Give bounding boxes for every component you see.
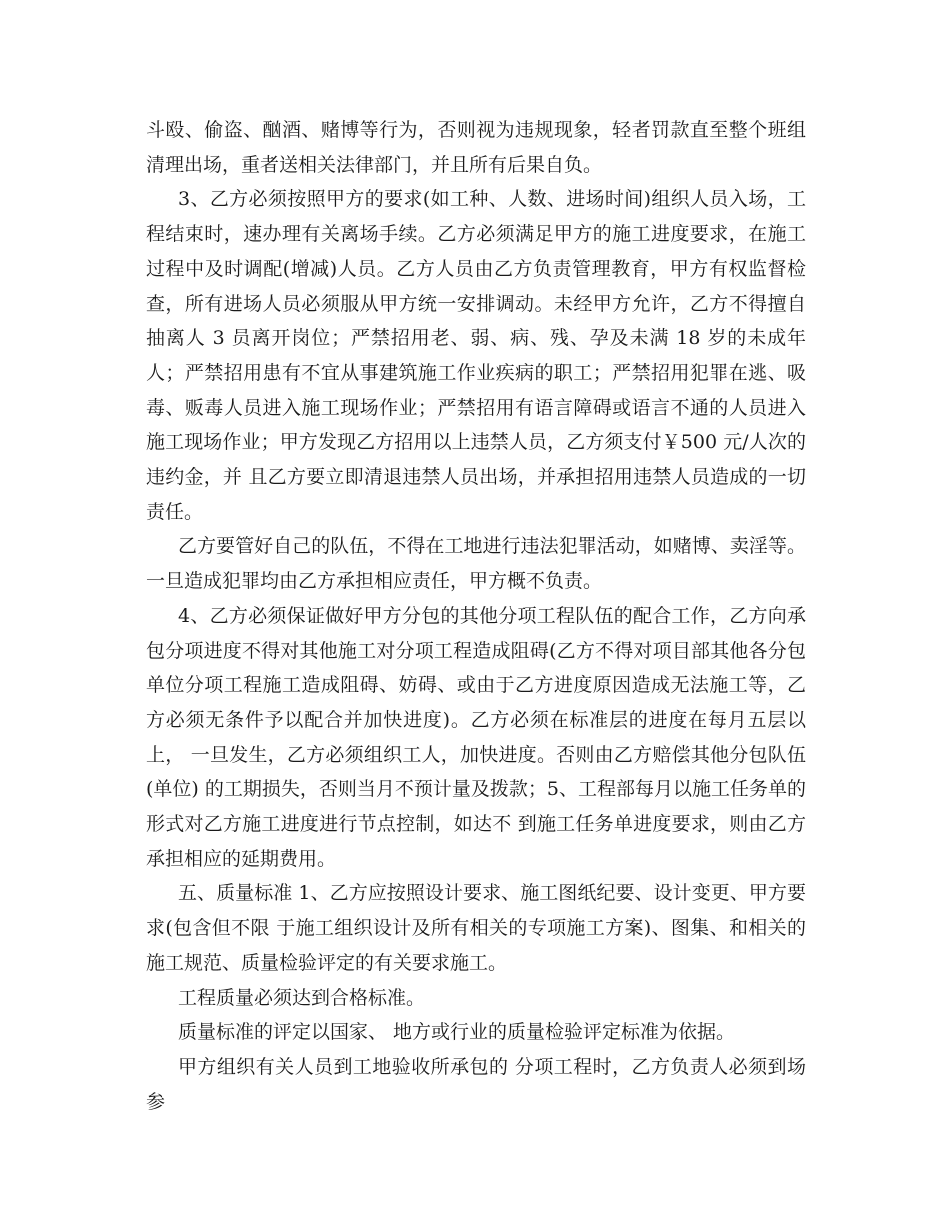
paragraph-clause-4: 4、乙方必须保证做好甲方分包的其他分项工程队伍的配合工作，乙方向承包分项进度不得对其他施工对分项工程造成阻碍(乙方不得对项目部其他各分包 单位分项工程施工造成阻碍、妨碍、或由于乙方进度原因造成无法施工等，乙方必须无条件予以配合并加快进度)。乙方必须在标准层的进度在每月五层以上， 一旦发生，乙方必须组织工人，加快进度。否则由乙方赔偿其他分包队伍(单位) 的工期损失，否则当月不预计量及拨款；5、工程部每月以施工任务单的形式对乙方施工进度进行节点控制，如达不 到施工任务单进度要求，则由乙方承担相应的延期费用。 — [146, 604, 806, 870]
paragraph-continuation: 斗殴、偷盗、酗酒、赌博等行为，否则视为违规现象，轻者罚款直至整个班组清理出场，重者送相关法律部门，并且所有后果自负。 — [146, 119, 806, 176]
paragraph-acceptance: 甲方组织有关人员到工地验收所承包的 分项工程时，乙方负责人必须到场参 — [146, 1055, 806, 1113]
paragraph-evaluation-basis: 质量标准的评定以国家、 地方或行业的质量检验评定标准为依据。 — [178, 1021, 736, 1044]
document-body — [146, 113, 806, 1119]
paragraph-clause-3: 3、乙方必须按照甲方的要求(如工种、人数、进场时间)组织人员入场，工程结束时，速办理有关离场手续。乙方必须满足甲方的施工进度要求，在施工过程中及时调配(增减)人员。乙方人员由乙方负责管理教育，甲方有权监督检查，所有进场人员必须服从甲方统一安排调动。未经甲方允许，乙方不得擅自抽离人 3 员离开岗位；严禁招用老、弱、病、残、孕及未满 18 岁的未成年人；严禁招用患有不宜从事建筑施工作业疾病的职工；严禁招用犯罪在逃、吸毒、贩毒人员进入施工现场作业；严禁招用有语言障碍或语言不通的人员进入施工现场作业；甲方发现乙方招用以上违禁人员，乙方须支付￥500 元/人次的违约金，并 且乙方要立即清退违禁人员出场，并承担招用违禁人员造成的一切责任。 — [146, 188, 806, 523]
paragraph-team-management: 乙方要管好自己的队伍，不得在工地进行违法犯罪活动，如赌博、卖淫等。一旦造成犯罪均由乙方承担相应责任，甲方概不负责。 — [146, 535, 806, 593]
paragraph-qualified-standard: 工程质量必须达到合格标准。 — [178, 986, 426, 1009]
paragraph-quality-standard: 五、质量标准 1、乙方应按照设计要求、施工图纸纪要、设计变更、甲方要求(包含但不限 于施工组织设计及所有相关的专项施工方案)、图集、和相关的施工规范、质量检验评定的有关要求施工。 — [146, 882, 806, 974]
